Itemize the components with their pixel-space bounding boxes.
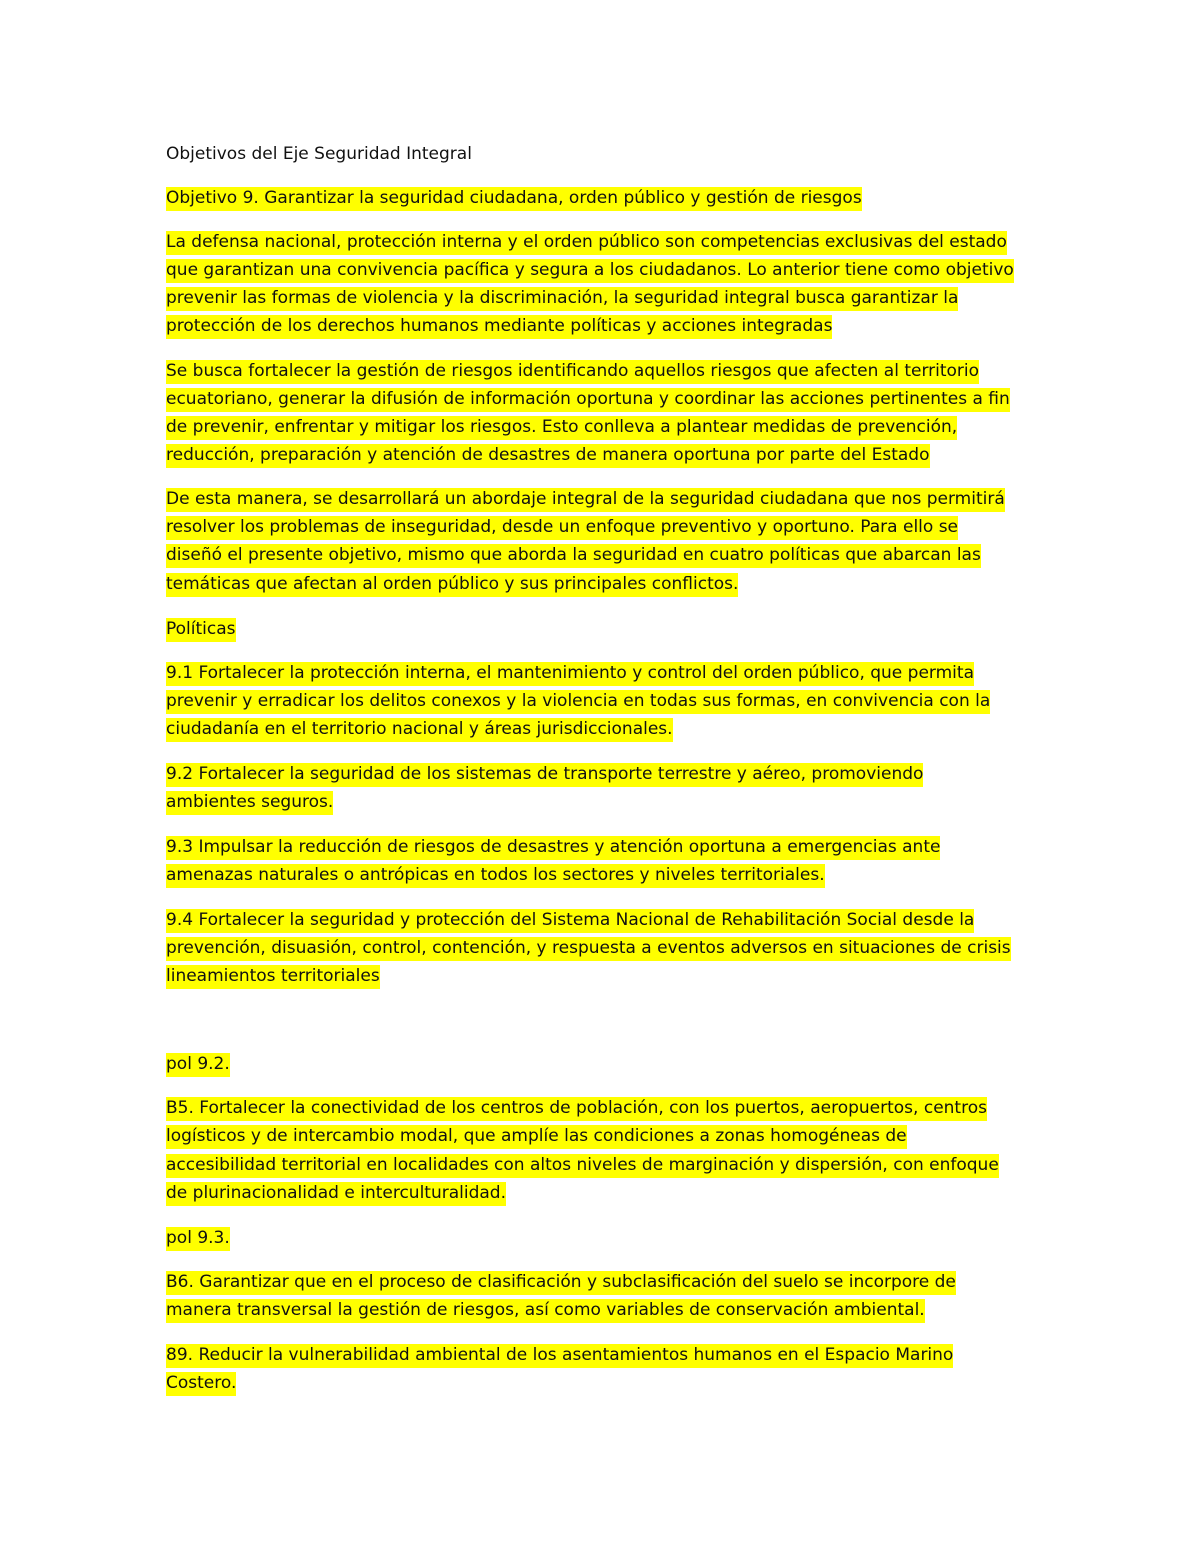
document-title: Objetivos del Eje Seguridad Integral xyxy=(166,144,472,164)
policy-line: amenazas naturales o antrópicas en todos los sectores y niveles territoriales. xyxy=(166,862,825,889)
paragraph-line: Se busca fortalecer la gestión de riesgos identificando aquellos riesgos que afecten al territorio xyxy=(166,358,979,385)
paragraph-line: protección de los derechos humanos mediante políticas y acciones integradas xyxy=(166,313,832,340)
paragraph-line: que garantizan una convivencia pacífica y segura a los ciudadanos. Lo anterior tiene como objetivo xyxy=(166,257,1014,284)
paragraph-line: temáticas que afectan al orden público y sus principales conflictos. xyxy=(166,571,738,598)
policies-heading: Políticas xyxy=(166,616,236,643)
policy-line: ambientes seguros. xyxy=(166,789,333,816)
paragraph-line: De esta manera, se desarrollará un abordaje integral de la seguridad ciudadana que nos permitirá xyxy=(166,486,1005,513)
guideline-line: de plurinacionalidad e interculturalidad. xyxy=(166,1180,506,1207)
objective-heading: Objetivo 9. Garantizar la seguridad ciudadana, orden público y gestión de riesgos xyxy=(166,185,862,212)
paragraph-line: reducción, preparación y atención de desastres de manera oportuna por parte del Estado xyxy=(166,442,930,469)
policy-line: 9.3 Impulsar la reducción de riesgos de desastres y atención oportuna a emergencias ante xyxy=(166,834,940,861)
policy-line: ciudadanía en el territorio nacional y áreas jurisdiccionales. xyxy=(166,716,673,743)
policy-line: 9.2 Fortalecer la seguridad de los sistemas de transporte terrestre y aéreo, promoviendo xyxy=(166,761,923,788)
policy-line: 9.1 Fortalecer la protección interna, el mantenimiento y control del orden público, que permita xyxy=(166,660,974,687)
guideline-line: accesibilidad territorial en localidades con altos niveles de marginación y dispersión, con enfoque xyxy=(166,1152,999,1179)
guideline-line: 89. Reducir la vulnerabilidad ambiental de los asentamientos humanos en el Espacio Marino xyxy=(166,1342,953,1369)
guideline-line: manera transversal la gestión de riesgos, así como variables de conservación ambiental. xyxy=(166,1297,925,1324)
guideline-line: B6. Garantizar que en el proceso de clasificación y subclasificación del suelo se incorpore de xyxy=(166,1269,956,1296)
guideline-line: logísticos y de intercambio modal, que amplíe las condiciones a zonas homogéneas de xyxy=(166,1123,907,1150)
guideline-line: Costero. xyxy=(166,1370,236,1397)
paragraph-line: de prevenir, enfrentar y mitigar los riesgos. Esto conlleva a plantear medidas de prevención, xyxy=(166,414,957,441)
paragraph-line: prevenir las formas de violencia y la discriminación, la seguridad integral busca garantizar la xyxy=(166,285,958,312)
paragraph-line: La defensa nacional, protección interna y el orden público son competencias exclusivas del estado xyxy=(166,229,1007,256)
policy-line: prevenir y erradicar los delitos conexos y la violencia en todas sus formas, en convivencia con la xyxy=(166,688,990,715)
pol-9-3-label: pol 9.3. xyxy=(166,1225,230,1252)
paragraph-line: diseñó el presente objetivo, mismo que aborda la seguridad en cuatro políticas que abarcan las xyxy=(166,542,981,569)
pol-9-2-label: pol 9.2. xyxy=(166,1051,230,1078)
paragraph-line: resolver los problemas de inseguridad, desde un enfoque preventivo y oportuno. Para ello se xyxy=(166,514,958,541)
paragraph-line: ecuatoriano, generar la difusión de información oportuna y coordinar las acciones pertinentes a fin xyxy=(166,386,1010,413)
policy-line: 9.4 Fortalecer la seguridad y protección del Sistema Nacional de Rehabilitación Social desde la xyxy=(166,907,974,934)
guideline-line: B5. Fortalecer la conectividad de los centros de población, con los puertos, aeropuertos, centros xyxy=(166,1095,987,1122)
policy-line: prevención, disuasión, control, contención, y respuesta a eventos adversos en situaciones de crisis xyxy=(166,935,1011,962)
policy-line: lineamientos territoriales xyxy=(166,963,380,990)
